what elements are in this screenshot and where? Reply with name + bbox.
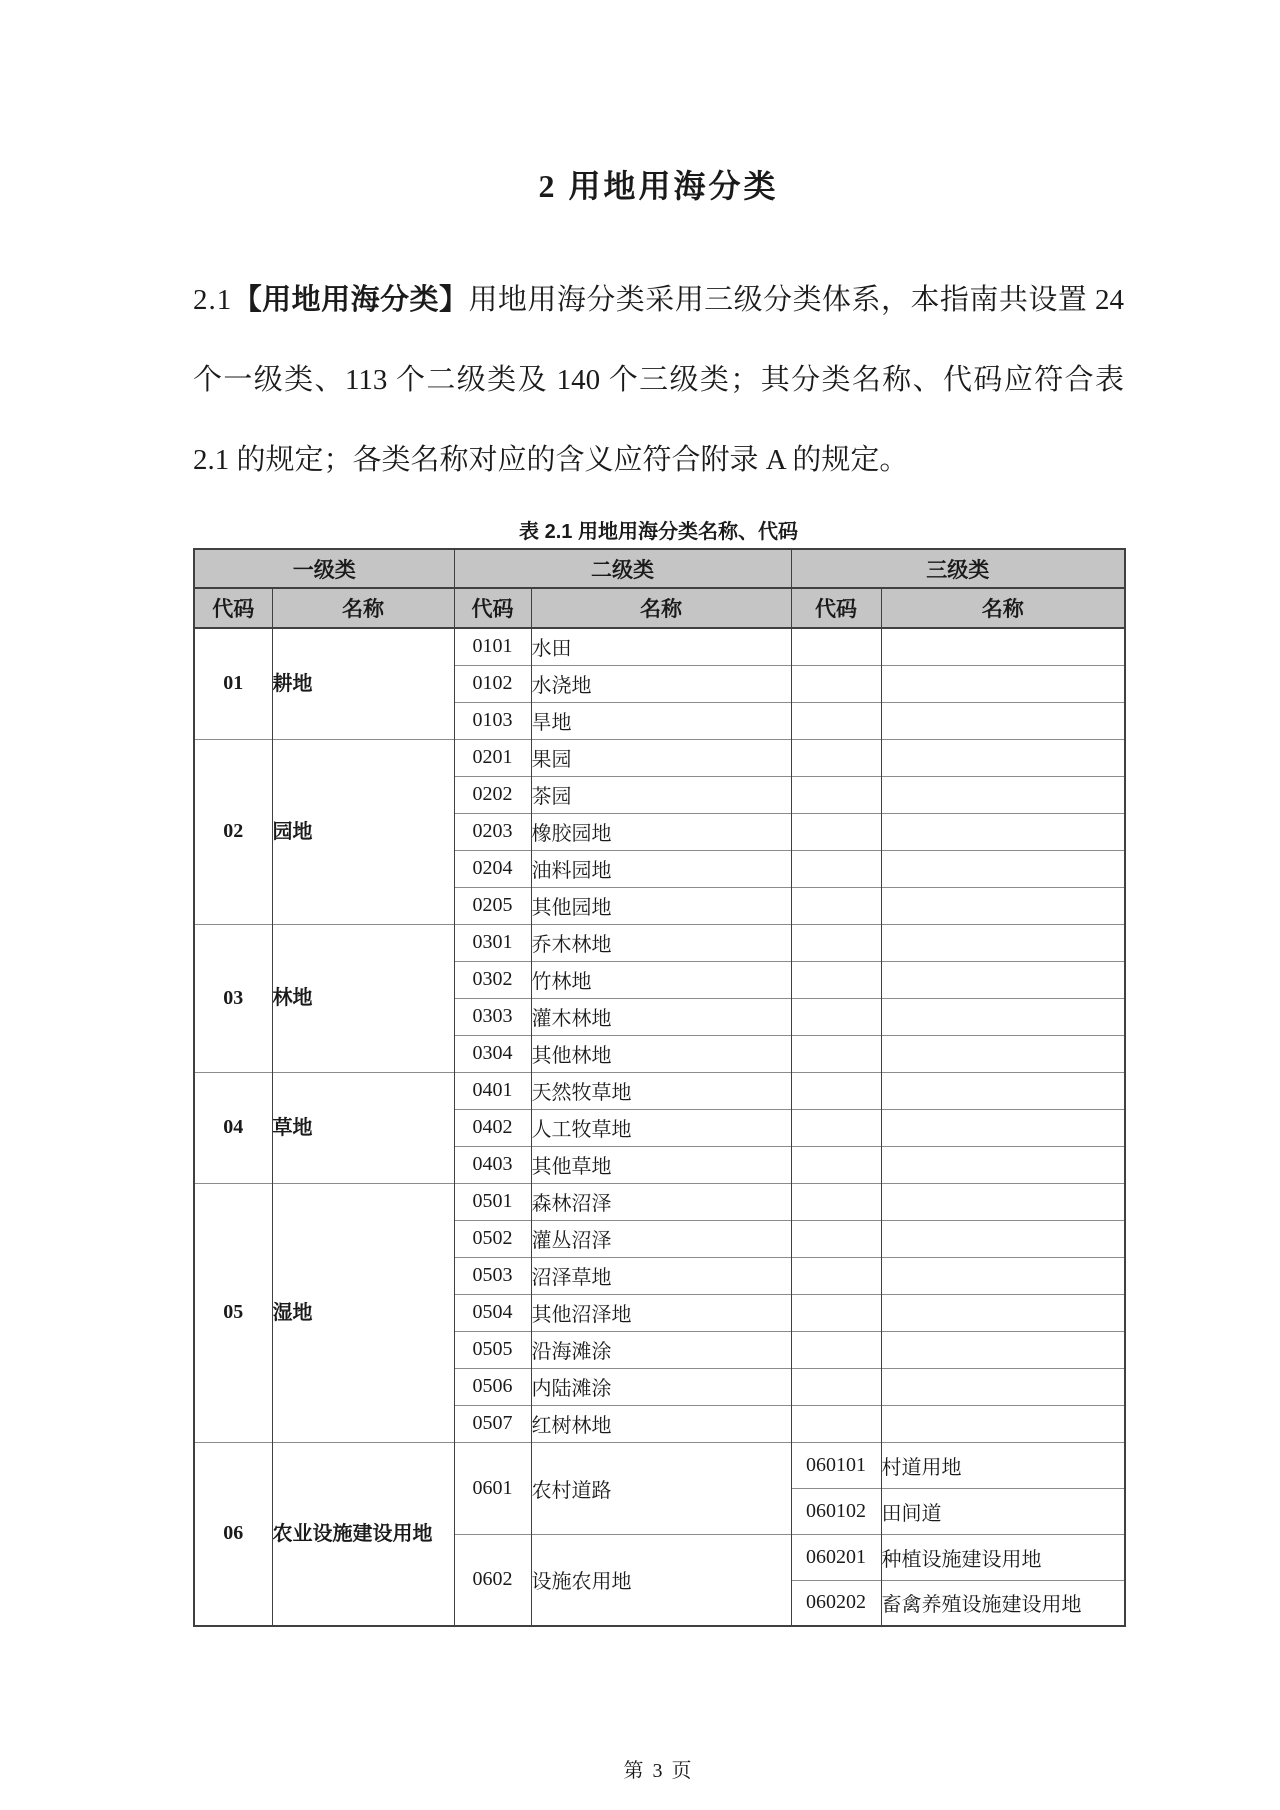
level2-name-cell: 其他林地 (531, 1035, 791, 1072)
table-row (194, 924, 1125, 961)
level2-code-cell: 0507 (454, 1405, 531, 1442)
level3-name-cell (881, 1109, 1125, 1146)
level3-name-cell (881, 776, 1125, 813)
level1-name-header: 名称 (272, 588, 454, 628)
level2-name-cell: 竹林地 (531, 961, 791, 998)
level2-name-cell: 沼泽草地 (531, 1257, 791, 1294)
level1-code-cell: 03 (194, 924, 272, 1072)
level2-code-cell: 0401 (454, 1072, 531, 1109)
level2-name-cell: 人工牧草地 (531, 1109, 791, 1146)
level2-name-cell: 茶园 (531, 776, 791, 813)
level2-name-cell: 森林沼泽 (531, 1183, 791, 1220)
level3-name-cell (881, 924, 1125, 961)
level2-code-cell: 0204 (454, 850, 531, 887)
level3-code-cell (791, 1405, 881, 1442)
level3-code-header: 代码 (791, 588, 881, 628)
level2-name-cell: 农村道路 (531, 1442, 791, 1534)
level3-code-cell (791, 924, 881, 961)
level2-code-cell: 0402 (454, 1109, 531, 1146)
level2-name-header: 名称 (531, 588, 791, 628)
level3-name-cell (881, 998, 1125, 1035)
clause-term: 【用地用海分类】 (232, 284, 469, 316)
header-row-fields (194, 588, 1125, 628)
classification-table-body (194, 628, 1125, 1626)
header-row-levels (194, 549, 1125, 588)
page-number: 第 3 页 (623, 1760, 694, 1782)
level2-code-cell: 0301 (454, 924, 531, 961)
level3-code-cell: 060201 (791, 1534, 881, 1580)
page-content (193, 0, 1124, 1784)
level2-code-cell: 0302 (454, 961, 531, 998)
level2-name-cell: 灌丛沼泽 (531, 1220, 791, 1257)
level3-name-cell (881, 1257, 1125, 1294)
level1-name-cell: 草地 (272, 1072, 454, 1183)
level3-code-cell (791, 1183, 881, 1220)
level1-name-cell: 耕地 (272, 628, 454, 739)
level2-name-cell: 油料园地 (531, 850, 791, 887)
level1-name-cell: 湿地 (272, 1183, 454, 1442)
level3-name-cell: 村道用地 (881, 1442, 1125, 1488)
level1-code-cell: 01 (194, 628, 272, 739)
level3-code-cell (791, 739, 881, 776)
level1-name-cell: 园地 (272, 739, 454, 924)
level3-code-cell: 060102 (791, 1488, 881, 1534)
level1-code-cell: 06 (194, 1442, 272, 1626)
level3-name-cell (881, 1331, 1125, 1368)
level2-code-cell: 0101 (454, 628, 531, 665)
level3-header: 三级类 (791, 549, 1125, 588)
level2-code-cell: 0201 (454, 739, 531, 776)
level3-name-cell: 田间道 (881, 1488, 1125, 1534)
level2-name-cell: 乔木林地 (531, 924, 791, 961)
level2-name-cell: 水田 (531, 628, 791, 665)
level3-code-cell (791, 1109, 881, 1146)
level2-code-cell: 0205 (454, 887, 531, 924)
level2-name-cell: 灌木林地 (531, 998, 791, 1035)
level3-code-cell (791, 776, 881, 813)
clause-body: 用地用海分类采用三级分类体系，本指南共设置 24 个一级类、113 个二级类及 140 个三级类；其分类名称、代码应符合表 2.1 的规定；各类名称对应的含义应符合附录 A 的规定。 (193, 284, 1124, 476)
page-title: 2 用地用海分类 (538, 168, 779, 204)
table-row (194, 739, 1125, 776)
level2-name-cell: 水浇地 (531, 665, 791, 702)
level1-name-cell: 林地 (272, 924, 454, 1072)
level2-code-cell: 0502 (454, 1220, 531, 1257)
level3-name-header: 名称 (881, 588, 1125, 628)
classification-table (193, 548, 1126, 1627)
level2-code-cell: 0103 (454, 702, 531, 739)
level3-code-cell (791, 961, 881, 998)
level3-name-cell: 畜禽养殖设施建设用地 (881, 1580, 1125, 1626)
level2-code-cell: 0503 (454, 1257, 531, 1294)
table-row (194, 1072, 1125, 1109)
level2-name-cell: 沿海滩涂 (531, 1331, 791, 1368)
level2-code-cell: 0506 (454, 1368, 531, 1405)
level3-code-cell (791, 1257, 881, 1294)
level3-code-cell: 060101 (791, 1442, 881, 1488)
level2-name-cell: 旱地 (531, 702, 791, 739)
table-caption: 表 2.1 用地用海分类名称、代码 (519, 521, 798, 543)
level2-code-cell: 0202 (454, 776, 531, 813)
level3-code-cell (791, 887, 881, 924)
level2-code-cell: 0601 (454, 1442, 531, 1534)
level2-name-cell: 其他园地 (531, 887, 791, 924)
level2-code-cell: 0304 (454, 1035, 531, 1072)
level3-name-cell (881, 887, 1125, 924)
level3-name-cell (881, 1368, 1125, 1405)
level3-code-cell (791, 1331, 881, 1368)
level1-code-header: 代码 (194, 588, 272, 628)
table-row (194, 628, 1125, 665)
level3-code-cell (791, 850, 881, 887)
level3-code-cell (791, 628, 881, 665)
classification-table-head (194, 549, 1125, 628)
level3-code-cell (791, 813, 881, 850)
level1-header: 一级类 (194, 549, 454, 588)
level3-name-cell (881, 1294, 1125, 1331)
table-row (194, 1183, 1125, 1220)
clause-number: 2.1 (193, 284, 233, 316)
level2-code-cell: 0403 (454, 1146, 531, 1183)
level3-code-cell (791, 1072, 881, 1109)
level3-name-cell (881, 702, 1125, 739)
level3-code-cell (791, 1035, 881, 1072)
level2-name-cell: 其他草地 (531, 1146, 791, 1183)
level3-code-cell (791, 998, 881, 1035)
level3-code-cell (791, 702, 881, 739)
level1-name-cell: 农业设施建设用地 (272, 1442, 454, 1626)
level3-code-cell: 060202 (791, 1580, 881, 1626)
level3-name-cell (881, 1183, 1125, 1220)
level3-name-cell (881, 850, 1125, 887)
level3-name-cell (881, 961, 1125, 998)
level2-code-header: 代码 (454, 588, 531, 628)
level3-name-cell: 种植设施建设用地 (881, 1534, 1125, 1580)
intro-paragraph (193, 260, 1124, 500)
level3-code-cell (791, 665, 881, 702)
level2-code-cell: 0303 (454, 998, 531, 1035)
level3-name-cell (881, 1220, 1125, 1257)
level2-code-cell: 0505 (454, 1331, 531, 1368)
level1-code-cell: 05 (194, 1183, 272, 1442)
level3-name-cell (881, 1035, 1125, 1072)
level2-name-cell: 其他沼泽地 (531, 1294, 791, 1331)
level2-code-cell: 0504 (454, 1294, 531, 1331)
level3-name-cell (881, 665, 1125, 702)
level3-name-cell (881, 813, 1125, 850)
level3-name-cell (881, 1146, 1125, 1183)
table-row (194, 1442, 1125, 1488)
level2-code-cell: 0602 (454, 1534, 531, 1626)
level2-header: 二级类 (454, 549, 791, 588)
level3-code-cell (791, 1220, 881, 1257)
level3-code-cell (791, 1146, 881, 1183)
level2-code-cell: 0501 (454, 1183, 531, 1220)
level2-name-cell: 橡胶园地 (531, 813, 791, 850)
level3-name-cell (881, 628, 1125, 665)
level1-code-cell: 02 (194, 739, 272, 924)
level1-code-cell: 04 (194, 1072, 272, 1183)
level3-name-cell (881, 1072, 1125, 1109)
level2-code-cell: 0102 (454, 665, 531, 702)
level2-name-cell: 设施农用地 (531, 1534, 791, 1626)
level2-name-cell: 果园 (531, 739, 791, 776)
level2-name-cell: 红树林地 (531, 1405, 791, 1442)
level3-name-cell (881, 739, 1125, 776)
level2-code-cell: 0203 (454, 813, 531, 850)
level2-name-cell: 内陆滩涂 (531, 1368, 791, 1405)
level3-code-cell (791, 1368, 881, 1405)
level3-code-cell (791, 1294, 881, 1331)
level2-name-cell: 天然牧草地 (531, 1072, 791, 1109)
level3-name-cell (881, 1405, 1125, 1442)
